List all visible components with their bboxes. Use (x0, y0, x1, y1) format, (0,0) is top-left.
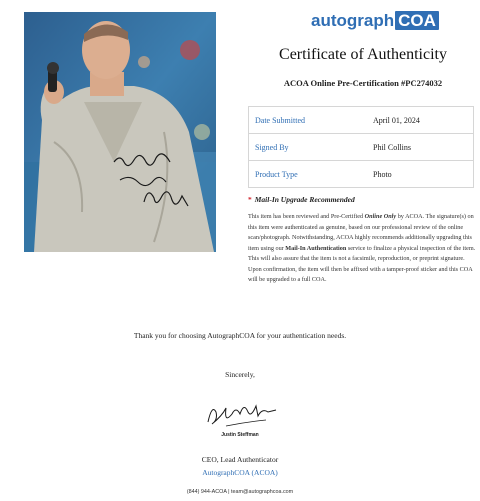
upgrade-text-3: service to finalize a physical inspection of the item. This will also assure that the item is not a facsimile, reproduction, or preprint signature. Upon confirmation, the item will then be affixed with a tamper-proof sticker and this COA will be upgraded to a full COA. (248, 244, 476, 283)
upgrade-text-2: by ACOA. The signature(s) on this item were authenticated as genuine, based on our professional review of the online scan/photograph. Notwithstanding, ACOA highly recommends additionally upgrading this item using our (248, 213, 474, 252)
required-star-icon: * (248, 195, 252, 204)
ceo-signature (200, 396, 280, 430)
detail-value: Phil Collins (367, 134, 474, 161)
pre-certification-number: ACOA Online Pre-Certification #PC274032 (283, 78, 443, 88)
table-row (249, 134, 474, 161)
detail-value: April 01, 2024 (367, 107, 474, 134)
organization-name: AutographCOA (ACOA) (202, 468, 278, 477)
upgrade-text-1: This item has been reviewed and Pre-Certified (248, 213, 365, 220)
logo-text: autograph (311, 11, 395, 30)
sincerely-text: Sincerely, (225, 370, 255, 379)
upgrade-description (248, 212, 476, 286)
online-only-emphasis: Online Only (364, 213, 397, 220)
details-table (248, 106, 474, 188)
contact-footer: (844) 944-ACOA | team@autographcoa.com (186, 489, 294, 495)
signer-role: CEO, Lead Authenticator (201, 455, 279, 464)
autographcoa-logo (311, 10, 439, 32)
thank-you-text: Thank you for choosing AutographCOA for your authentication needs. (133, 331, 347, 340)
signer-name: Justin Steffman (221, 432, 259, 438)
detail-value: Photo (373, 169, 392, 179)
performer-photo-image (24, 12, 216, 252)
table-row (249, 107, 474, 134)
upgrade-heading (248, 195, 355, 204)
detail-label: Date Submitted (249, 107, 368, 134)
signed-photo (24, 12, 216, 252)
certificate-title: Certificate of Authenticity (279, 46, 447, 63)
mail-in-authentication-emphasis: Mail-In Authentication (285, 244, 347, 252)
table-row (249, 161, 474, 188)
detail-label: Signed By (249, 134, 368, 161)
logo-coa-badge: COA (395, 11, 439, 30)
upgrade-heading-text: Mail-In Upgrade Recommended (254, 195, 355, 204)
detail-label: Product Type (255, 169, 298, 179)
